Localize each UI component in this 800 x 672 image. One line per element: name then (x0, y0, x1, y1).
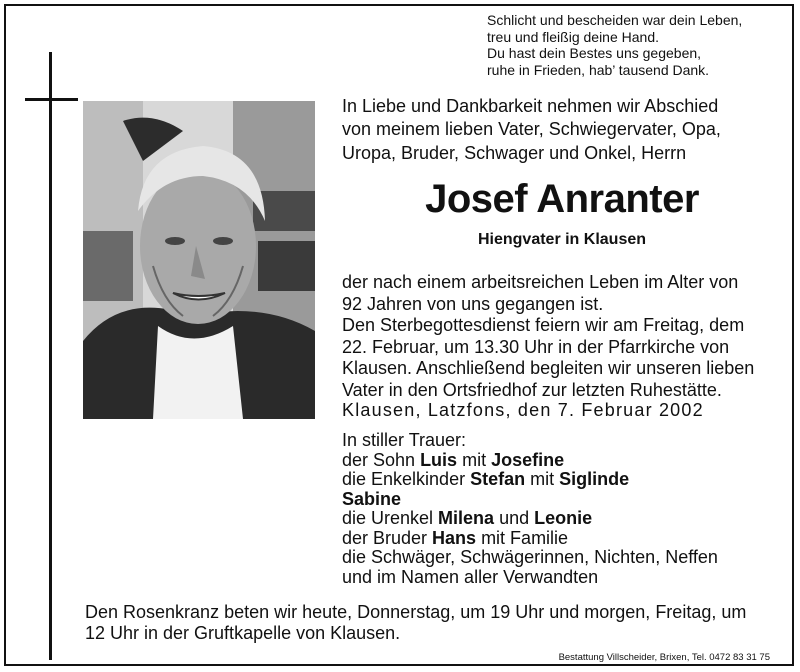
poem-line: Schlicht und bescheiden war dein Leben, (487, 12, 743, 28)
mourner-connector: mit (525, 469, 560, 489)
mourner-relation: die Urenkel (342, 508, 439, 528)
mourner-line: die Schwäger, Schwägerinnen, Nichten, Neffen (342, 547, 718, 567)
mourner-connector: und (494, 508, 535, 528)
mourner-name: Luis (420, 449, 458, 470)
intro-line: von meinem lieben Vater, Schwiegervater, Opa, (342, 119, 721, 140)
mourner-line (342, 529, 782, 549)
mourner-name: Siglinde (559, 469, 630, 489)
mourners-list (342, 431, 782, 587)
body-line: 92 Jahren von uns gegangen ist. (342, 293, 604, 314)
poem-line: ruhe in Frieden, hab’ tausend Dank. (487, 61, 710, 78)
portrait-photo (83, 101, 315, 419)
rosary-line: 12 Uhr in der Gruftkapelle von Klausen. (85, 623, 401, 643)
mourner-connector: mit Familie (476, 527, 569, 548)
mourner-relation: der Bruder (342, 527, 433, 548)
memorial-poem (487, 12, 787, 78)
mourner-name: Hans (432, 527, 477, 548)
mourner-name: Josefine (491, 449, 565, 470)
body-line: der nach einem arbeitsreichen Leben im Alter von (342, 272, 739, 292)
mourner-name: Milena (438, 508, 495, 528)
intro-line: In Liebe und Dankbarkeit nehmen wir Abschied (342, 96, 719, 116)
intro-text (342, 95, 782, 165)
mourner-line (342, 490, 782, 510)
mourner-line (342, 509, 782, 529)
mourner-line (342, 451, 782, 471)
mourner-line: und im Namen aller Verwandten (342, 566, 599, 587)
intro-line: Uropa, Bruder, Schwager und Onkel, Herrn (342, 142, 687, 163)
mourner-relation: der Sohn (342, 449, 421, 470)
mourner-name: Leonie (534, 508, 593, 528)
deceased-name: Josef Anranter (425, 177, 699, 221)
rosary-notice (85, 602, 785, 644)
body-line: Den Sterbegottesdienst feiern wir am Freitag, dem (342, 315, 745, 335)
body-line: Vater in den Ortsfriedhof zur letzten Ruhestätte. (342, 379, 722, 400)
rosary-line: Den Rosenkranz beten wir heute, Donnerstag, um 19 Uhr und morgen, Freitag, um (85, 602, 747, 622)
mourner-relation: die Enkelkinder (342, 469, 471, 489)
cross-icon (49, 52, 52, 660)
mourners-heading: In stiller Trauer: (342, 430, 467, 450)
mourner-name: Sabine (342, 488, 402, 509)
announcement-text (342, 272, 787, 401)
funeral-home-credit: Bestattung Villscheider, Brixen, Tel. 0472 83 31 75 (558, 652, 770, 663)
poem-line: treu und fleißig deine Hand. (487, 28, 659, 45)
body-line: 22. Februar, um 13.30 Uhr in der Pfarrkirche von (342, 336, 730, 357)
mourner-connector: mit (457, 449, 492, 470)
deceased-subtitle: Hiengvater in Klausen (477, 231, 647, 248)
body-line: Klausen. Anschließend begleiten wir unseren lieben (342, 358, 755, 378)
place-date-line: Klausen, Latzfons, den 7. Februar 2002 (342, 400, 704, 420)
poem-line: Du hast dein Bestes uns gegeben, (487, 45, 702, 61)
cross-icon-bar (25, 98, 78, 101)
mourner-name: Stefan (470, 469, 526, 489)
mourner-line (342, 470, 782, 490)
